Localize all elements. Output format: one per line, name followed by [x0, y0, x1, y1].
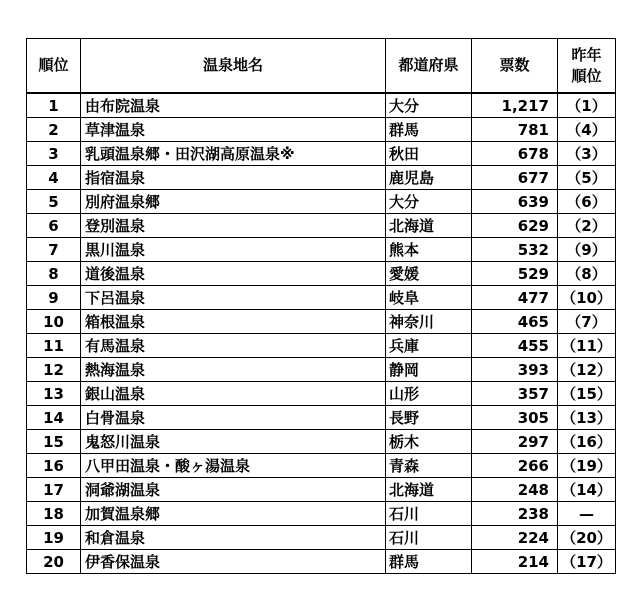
- table-row: [27, 166, 616, 190]
- prev-rank-cell: —: [558, 502, 616, 526]
- table-row: [27, 142, 616, 166]
- header-prefecture: 都道府県: [386, 39, 472, 94]
- onsen-name-cell: 指宿温泉: [81, 166, 386, 190]
- table-row: [27, 430, 616, 454]
- rank-cell: 12: [27, 358, 81, 382]
- prev-rank-cell: （20）: [558, 526, 616, 550]
- onsen-name-cell: 熱海温泉: [81, 358, 386, 382]
- table-row: [27, 310, 616, 334]
- onsen-name-cell: 洞爺湖温泉: [81, 478, 386, 502]
- votes-cell: 357: [472, 382, 558, 406]
- rank-cell: 6: [27, 214, 81, 238]
- prev-rank-cell: （4）: [558, 118, 616, 142]
- prev-rank-cell: （3）: [558, 142, 616, 166]
- votes-cell: 532: [472, 238, 558, 262]
- rank-cell: 4: [27, 166, 81, 190]
- votes-cell: 214: [472, 550, 558, 574]
- rank-cell: 15: [27, 430, 81, 454]
- table-row: [27, 214, 616, 238]
- rank-cell: 17: [27, 478, 81, 502]
- prefecture-cell: 愛媛: [386, 262, 472, 286]
- table-row: [27, 502, 616, 526]
- prev-rank-cell: （8）: [558, 262, 616, 286]
- prev-rank-cell: （6）: [558, 190, 616, 214]
- header-rank: 順位: [27, 39, 81, 94]
- table-row: [27, 454, 616, 478]
- prefecture-cell: 群馬: [386, 550, 472, 574]
- rank-cell: 16: [27, 454, 81, 478]
- prefecture-cell: 神奈川: [386, 310, 472, 334]
- votes-cell: 529: [472, 262, 558, 286]
- rank-cell: 13: [27, 382, 81, 406]
- onsen-ranking-table: [26, 38, 616, 574]
- rank-cell: 2: [27, 118, 81, 142]
- votes-cell: 248: [472, 478, 558, 502]
- prefecture-cell: 栃木: [386, 430, 472, 454]
- prev-rank-cell: （10）: [558, 286, 616, 310]
- votes-cell: 266: [472, 454, 558, 478]
- onsen-name-cell: 銀山温泉: [81, 382, 386, 406]
- rank-cell: 9: [27, 286, 81, 310]
- prev-rank-cell: （11）: [558, 334, 616, 358]
- prev-rank-cell: （2）: [558, 214, 616, 238]
- prefecture-cell: 兵庫: [386, 334, 472, 358]
- votes-cell: 677: [472, 166, 558, 190]
- onsen-name-cell: 由布院温泉: [81, 93, 386, 118]
- prefecture-cell: 石川: [386, 526, 472, 550]
- votes-cell: 465: [472, 310, 558, 334]
- prev-rank-cell: （12）: [558, 358, 616, 382]
- header-prev-rank-line2: 順位: [571, 66, 602, 85]
- onsen-name-cell: 鬼怒川温泉: [81, 430, 386, 454]
- table-row: [27, 358, 616, 382]
- onsen-name-cell: 有馬温泉: [81, 334, 386, 358]
- prefecture-cell: 北海道: [386, 214, 472, 238]
- prev-rank-cell: （14）: [558, 478, 616, 502]
- votes-cell: 678: [472, 142, 558, 166]
- table-row: [27, 406, 616, 430]
- header-prev-rank-line1: 昨年: [571, 45, 602, 64]
- onsen-name-cell: 登別温泉: [81, 214, 386, 238]
- onsen-name-cell: 箱根温泉: [81, 310, 386, 334]
- table-row: [27, 118, 616, 142]
- table-row: [27, 262, 616, 286]
- rank-cell: 20: [27, 550, 81, 574]
- table-row: [27, 550, 616, 574]
- prefecture-cell: 群馬: [386, 118, 472, 142]
- rank-cell: 7: [27, 238, 81, 262]
- table-row: [27, 190, 616, 214]
- onsen-name-cell: 別府温泉郷: [81, 190, 386, 214]
- votes-cell: 781: [472, 118, 558, 142]
- prefecture-cell: 岐阜: [386, 286, 472, 310]
- prev-rank-cell: （1）: [558, 93, 616, 118]
- prefecture-cell: 静岡: [386, 358, 472, 382]
- prev-rank-cell: （7）: [558, 310, 616, 334]
- rank-cell: 5: [27, 190, 81, 214]
- onsen-name-cell: 八甲田温泉・酸ヶ湯温泉: [81, 454, 386, 478]
- rank-cell: 3: [27, 142, 81, 166]
- votes-cell: 455: [472, 334, 558, 358]
- table-row: [27, 478, 616, 502]
- onsen-name-cell: 白骨温泉: [81, 406, 386, 430]
- onsen-name-cell: 加賀温泉郷: [81, 502, 386, 526]
- prefecture-cell: 鹿児島: [386, 166, 472, 190]
- table-row: [27, 286, 616, 310]
- prev-rank-cell: （16）: [558, 430, 616, 454]
- header-name: 温泉地名: [81, 39, 386, 94]
- prefecture-cell: 北海道: [386, 478, 472, 502]
- prev-rank-cell: （5）: [558, 166, 616, 190]
- prefecture-cell: 青森: [386, 454, 472, 478]
- onsen-name-cell: 和倉温泉: [81, 526, 386, 550]
- prefecture-cell: 長野: [386, 406, 472, 430]
- table-row: [27, 334, 616, 358]
- onsen-name-cell: 伊香保温泉: [81, 550, 386, 574]
- prefecture-cell: 大分: [386, 93, 472, 118]
- table-row: [27, 382, 616, 406]
- prev-rank-cell: （15）: [558, 382, 616, 406]
- votes-cell: 224: [472, 526, 558, 550]
- header-votes: 票数: [472, 39, 558, 94]
- rank-cell: 18: [27, 502, 81, 526]
- prev-rank-cell: （19）: [558, 454, 616, 478]
- header-prev-rank: [558, 39, 616, 94]
- onsen-name-cell: 草津温泉: [81, 118, 386, 142]
- prefecture-cell: 熊本: [386, 238, 472, 262]
- rank-cell: 1: [27, 93, 81, 118]
- votes-cell: 393: [472, 358, 558, 382]
- votes-cell: 238: [472, 502, 558, 526]
- onsen-name-cell: 下呂温泉: [81, 286, 386, 310]
- table-row: [27, 526, 616, 550]
- votes-cell: 305: [472, 406, 558, 430]
- header-row: [27, 39, 616, 94]
- prefecture-cell: 石川: [386, 502, 472, 526]
- onsen-name-cell: 道後温泉: [81, 262, 386, 286]
- rank-cell: 14: [27, 406, 81, 430]
- table-body: [27, 93, 616, 574]
- rank-cell: 19: [27, 526, 81, 550]
- prev-rank-cell: （17）: [558, 550, 616, 574]
- rank-cell: 11: [27, 334, 81, 358]
- votes-cell: 297: [472, 430, 558, 454]
- rank-cell: 8: [27, 262, 81, 286]
- votes-cell: 639: [472, 190, 558, 214]
- votes-cell: 477: [472, 286, 558, 310]
- prev-rank-cell: （9）: [558, 238, 616, 262]
- prev-rank-cell: （13）: [558, 406, 616, 430]
- onsen-name-cell: 黒川温泉: [81, 238, 386, 262]
- rank-cell: 10: [27, 310, 81, 334]
- prefecture-cell: 山形: [386, 382, 472, 406]
- prefecture-cell: 大分: [386, 190, 472, 214]
- onsen-name-cell: 乳頭温泉郷・田沢湖高原温泉※: [81, 142, 386, 166]
- table-row: [27, 238, 616, 262]
- table-row: [27, 93, 616, 118]
- votes-cell: 629: [472, 214, 558, 238]
- prefecture-cell: 秋田: [386, 142, 472, 166]
- votes-cell: 1,217: [472, 93, 558, 118]
